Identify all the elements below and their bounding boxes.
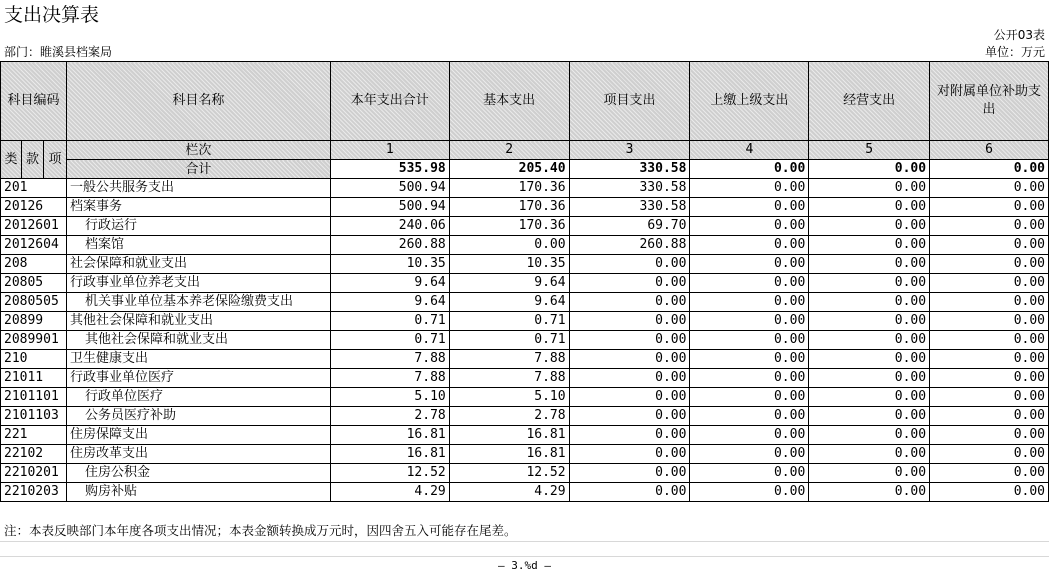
table-row xyxy=(1,369,1049,388)
subject-code-cell: 21011 xyxy=(1,369,67,388)
amount-cell: 0.00 xyxy=(690,483,809,502)
amount-cell: 7.88 xyxy=(449,350,569,369)
subject-name-cell: 社会保障和就业支出 xyxy=(66,255,330,274)
subject-code-cell: 210 xyxy=(1,350,67,369)
table-row xyxy=(1,312,1049,331)
amount-cell: 0.00 xyxy=(809,445,930,464)
amount-cell: 0.00 xyxy=(569,426,690,445)
header-subsidy: 对附属单位补助支出 xyxy=(930,62,1049,141)
amount-cell: 500.94 xyxy=(330,179,449,198)
amount-cell: 0.00 xyxy=(930,464,1049,483)
amount-cell: 0.00 xyxy=(690,445,809,464)
subject-code-cell: 208 xyxy=(1,255,67,274)
amount-cell: 0.00 xyxy=(930,255,1049,274)
amount-cell: 0.00 xyxy=(930,426,1049,445)
header-basic: 基本支出 xyxy=(449,62,569,141)
table-row xyxy=(1,179,1049,198)
amount-cell: 4.29 xyxy=(330,483,449,502)
column-number: 6 xyxy=(930,141,1049,160)
header-subject-code: 科目编码 xyxy=(1,62,67,141)
total-value: 535.98 xyxy=(330,160,449,179)
column-number: 2 xyxy=(449,141,569,160)
amount-cell: 9.64 xyxy=(330,293,449,312)
amount-cell: 0.00 xyxy=(809,350,930,369)
amount-cell: 0.71 xyxy=(449,312,569,331)
amount-cell: 0.00 xyxy=(569,464,690,483)
header-upper: 上缴上级支出 xyxy=(690,62,809,141)
table-row xyxy=(1,426,1049,445)
amount-cell: 12.52 xyxy=(330,464,449,483)
header-row xyxy=(1,62,1049,141)
amount-cell: 330.58 xyxy=(569,179,690,198)
amount-cell: 0.00 xyxy=(569,407,690,426)
amount-cell: 0.00 xyxy=(809,217,930,236)
amount-cell: 0.00 xyxy=(690,464,809,483)
amount-cell: 7.88 xyxy=(330,369,449,388)
amount-cell: 0.00 xyxy=(690,407,809,426)
subject-name-cell: 其他社会保障和就业支出 xyxy=(66,331,330,350)
amount-cell: 0.00 xyxy=(690,426,809,445)
amount-cell: 9.64 xyxy=(449,274,569,293)
subject-name-cell: 卫生健康支出 xyxy=(66,350,330,369)
amount-cell: 0.00 xyxy=(930,179,1049,198)
header-kuan: 款 xyxy=(21,141,43,179)
column-number: 3 xyxy=(569,141,690,160)
amount-cell: 0.00 xyxy=(569,483,690,502)
subject-code-cell: 201 xyxy=(1,179,67,198)
amount-cell: 0.00 xyxy=(809,274,930,293)
table-row xyxy=(1,407,1049,426)
total-label: 合计 xyxy=(66,160,330,179)
amount-cell: 0.00 xyxy=(809,255,930,274)
amount-cell: 170.36 xyxy=(449,179,569,198)
amount-cell: 0.00 xyxy=(930,274,1049,293)
amount-cell: 0.00 xyxy=(569,274,690,293)
amount-cell: 0.00 xyxy=(690,369,809,388)
total-value: 205.40 xyxy=(449,160,569,179)
subject-code-cell: 2210201 xyxy=(1,464,67,483)
column-number: 1 xyxy=(330,141,449,160)
amount-cell: 0.71 xyxy=(330,331,449,350)
unit-label: 单位：万元 xyxy=(984,45,1045,59)
amount-cell: 5.10 xyxy=(330,388,449,407)
column-number-row xyxy=(1,141,1049,160)
subject-code-cell: 2012604 xyxy=(1,236,67,255)
amount-cell: 0.00 xyxy=(809,293,930,312)
header-project: 项目支出 xyxy=(569,62,690,141)
amount-cell: 12.52 xyxy=(449,464,569,483)
page-footer: — 3.%d — xyxy=(498,559,551,572)
total-value: 330.58 xyxy=(569,160,690,179)
amount-cell: 0.00 xyxy=(809,312,930,331)
amount-cell: 16.81 xyxy=(449,445,569,464)
subject-name-cell: 住房公积金 xyxy=(66,464,330,483)
amount-cell: 0.00 xyxy=(809,369,930,388)
column-number: 4 xyxy=(690,141,809,160)
subject-name-cell: 其他社会保障和就业支出 xyxy=(66,312,330,331)
total-value: 0.00 xyxy=(930,160,1049,179)
amount-cell: 0.00 xyxy=(690,388,809,407)
amount-cell: 2.78 xyxy=(330,407,449,426)
subject-name-cell: 机关事业单位基本养老保险缴费支出 xyxy=(66,293,330,312)
header-business: 经营支出 xyxy=(809,62,930,141)
amount-cell: 0.00 xyxy=(569,312,690,331)
amount-cell: 0.00 xyxy=(690,236,809,255)
amount-cell: 9.64 xyxy=(330,274,449,293)
sheet-gridline xyxy=(0,556,1049,557)
amount-cell: 10.35 xyxy=(330,255,449,274)
amount-cell: 0.00 xyxy=(809,198,930,217)
table-row xyxy=(1,293,1049,312)
total-row xyxy=(1,160,1049,179)
amount-cell: 0.00 xyxy=(809,483,930,502)
table-code: 公开03表 xyxy=(993,28,1045,42)
amount-cell: 0.00 xyxy=(930,369,1049,388)
table-row xyxy=(1,445,1049,464)
table-row xyxy=(1,198,1049,217)
table-row xyxy=(1,350,1049,369)
amount-cell: 0.00 xyxy=(809,236,930,255)
expenditure-table xyxy=(0,61,1049,502)
header-lei: 类 xyxy=(1,141,22,179)
subject-name-cell: 档案馆 xyxy=(66,236,330,255)
subject-name-cell: 一般公共服务支出 xyxy=(66,179,330,198)
amount-cell: 0.00 xyxy=(690,350,809,369)
table-row xyxy=(1,388,1049,407)
amount-cell: 16.81 xyxy=(330,445,449,464)
amount-cell: 0.00 xyxy=(930,312,1049,331)
table-row xyxy=(1,217,1049,236)
total-value: 0.00 xyxy=(690,160,809,179)
amount-cell: 0.00 xyxy=(569,293,690,312)
subject-code-cell: 2012601 xyxy=(1,217,67,236)
amount-cell: 0.00 xyxy=(930,331,1049,350)
amount-cell: 0.00 xyxy=(449,236,569,255)
amount-cell: 0.00 xyxy=(569,331,690,350)
amount-cell: 330.58 xyxy=(569,198,690,217)
amount-cell: 170.36 xyxy=(449,217,569,236)
table-body xyxy=(1,62,1049,502)
amount-cell: 69.70 xyxy=(569,217,690,236)
amount-cell: 260.88 xyxy=(569,236,690,255)
amount-cell: 0.00 xyxy=(569,445,690,464)
subject-code-cell: 20899 xyxy=(1,312,67,331)
department-label: 部门：睢溪县档案局 xyxy=(4,45,113,59)
amount-cell: 0.71 xyxy=(330,312,449,331)
subject-code-cell: 2210203 xyxy=(1,483,67,502)
subject-name-cell: 行政事业单位养老支出 xyxy=(66,274,330,293)
amount-cell: 0.00 xyxy=(809,179,930,198)
amount-cell: 0.00 xyxy=(930,350,1049,369)
amount-cell: 5.10 xyxy=(449,388,569,407)
amount-cell: 0.00 xyxy=(690,312,809,331)
report-title: 支出决算表 xyxy=(4,4,100,26)
amount-cell: 500.94 xyxy=(330,198,449,217)
amount-cell: 0.00 xyxy=(809,388,930,407)
amount-cell: 0.00 xyxy=(930,198,1049,217)
amount-cell: 0.00 xyxy=(809,426,930,445)
amount-cell: 0.00 xyxy=(690,293,809,312)
table-row xyxy=(1,331,1049,350)
amount-cell: 9.64 xyxy=(449,293,569,312)
amount-cell: 0.00 xyxy=(690,331,809,350)
amount-cell: 2.78 xyxy=(449,407,569,426)
subject-code-cell: 2101103 xyxy=(1,407,67,426)
subject-code-cell: 221 xyxy=(1,426,67,445)
amount-cell: 0.00 xyxy=(569,255,690,274)
sheet-gridline xyxy=(0,541,1049,542)
amount-cell: 0.00 xyxy=(930,445,1049,464)
subject-name-cell: 行政事业单位医疗 xyxy=(66,369,330,388)
amount-cell: 0.00 xyxy=(690,179,809,198)
amount-cell: 0.00 xyxy=(809,464,930,483)
table-row xyxy=(1,274,1049,293)
amount-cell: 0.00 xyxy=(690,274,809,293)
amount-cell: 0.71 xyxy=(449,331,569,350)
subject-code-cell: 2089901 xyxy=(1,331,67,350)
column-number: 5 xyxy=(809,141,930,160)
subject-code-cell: 22102 xyxy=(1,445,67,464)
subject-name-cell: 行政运行 xyxy=(66,217,330,236)
amount-cell: 16.81 xyxy=(449,426,569,445)
footnote: 注：本表反映部门本年度各项支出情况；本表金额转换成万元时，因四舍五入可能存在尾差。 xyxy=(4,523,517,538)
amount-cell: 0.00 xyxy=(809,331,930,350)
amount-cell: 0.00 xyxy=(569,369,690,388)
subject-name-cell: 购房补贴 xyxy=(66,483,330,502)
header-subject-name: 科目名称 xyxy=(66,62,330,141)
amount-cell: 7.88 xyxy=(330,350,449,369)
table-row xyxy=(1,464,1049,483)
total-value: 0.00 xyxy=(809,160,930,179)
amount-cell: 0.00 xyxy=(930,217,1049,236)
amount-cell: 0.00 xyxy=(690,217,809,236)
amount-cell: 0.00 xyxy=(690,255,809,274)
subject-code-cell: 2101101 xyxy=(1,388,67,407)
subject-name-cell: 公务员医疗补助 xyxy=(66,407,330,426)
amount-cell: 16.81 xyxy=(330,426,449,445)
subject-code-cell: 2080505 xyxy=(1,293,67,312)
amount-cell: 10.35 xyxy=(449,255,569,274)
amount-cell: 0.00 xyxy=(930,388,1049,407)
subject-name-cell: 档案事务 xyxy=(66,198,330,217)
amount-cell: 4.29 xyxy=(449,483,569,502)
table-row xyxy=(1,236,1049,255)
amount-cell: 240.06 xyxy=(330,217,449,236)
amount-cell: 170.36 xyxy=(449,198,569,217)
header-total: 本年支出合计 xyxy=(330,62,449,141)
amount-cell: 0.00 xyxy=(930,293,1049,312)
amount-cell: 0.00 xyxy=(569,350,690,369)
amount-cell: 0.00 xyxy=(930,483,1049,502)
subject-name-cell: 住房改革支出 xyxy=(66,445,330,464)
table-row xyxy=(1,255,1049,274)
subject-code-cell: 20126 xyxy=(1,198,67,217)
amount-cell: 0.00 xyxy=(690,198,809,217)
amount-cell: 260.88 xyxy=(330,236,449,255)
subject-name-cell: 住房保障支出 xyxy=(66,426,330,445)
table-row xyxy=(1,483,1049,502)
amount-cell: 7.88 xyxy=(449,369,569,388)
header-xiang: 项 xyxy=(43,141,66,179)
column-label: 栏次 xyxy=(66,141,330,160)
subject-name-cell: 行政单位医疗 xyxy=(66,388,330,407)
amount-cell: 0.00 xyxy=(930,236,1049,255)
amount-cell: 0.00 xyxy=(809,407,930,426)
subject-code-cell: 20805 xyxy=(1,274,67,293)
amount-cell: 0.00 xyxy=(930,407,1049,426)
amount-cell: 0.00 xyxy=(569,388,690,407)
